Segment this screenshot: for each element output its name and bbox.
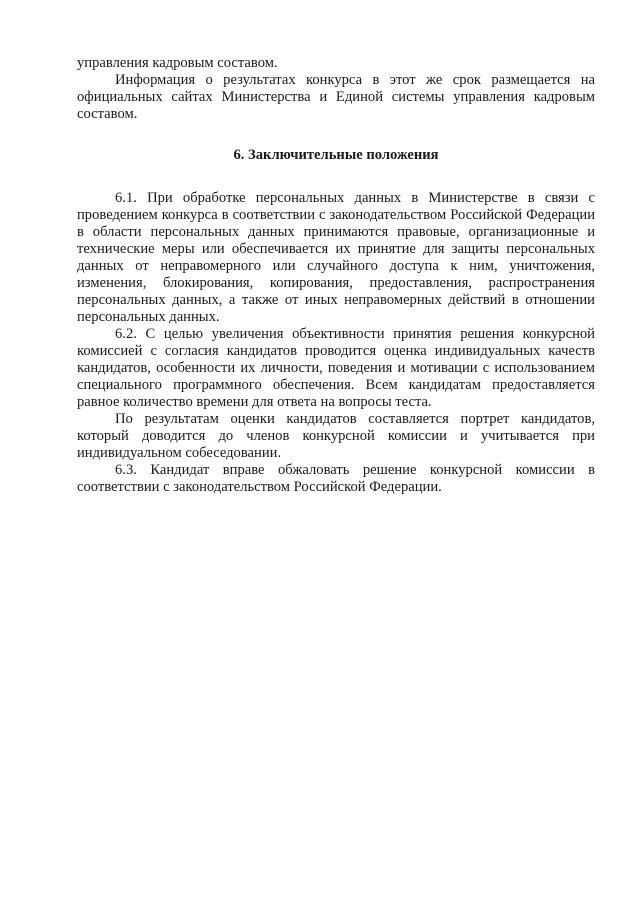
paragraph-6-1: 6.1. При обработке персональных данных в Министерстве в связи с проведением конкурса в соответствии с законодательством Российской Федерации в области персональных данных принимаются правовые, организационные и технические меры или обеспечивается их принятие для защиты персональных данных от неправомерного или случайного доступа к ним, уничтожения, изменения, блокирования, копирования, предоставления, распространения персональных данных, а также от иных неправомерных действий в отношении персональных данных.	[77, 190, 595, 325]
document-body	[77, 55, 595, 496]
paragraph-6-2-portrait: По результатам оценки кандидатов составляется портрет кандидатов, который доводится до членов конкурсной комиссии и учитывается при индивидуальном собеседовании.	[77, 411, 595, 461]
intro-paragraph-continuation: управления кадровым составом.	[77, 55, 278, 71]
section-title: 6. Заключительные положения	[233, 147, 439, 163]
intro-paragraph-results-info: Информация о результатах конкурса в этот же срок размещается на официальных сайтах Министерства и Единой системы управления кадровым составом.	[77, 72, 595, 122]
paragraph-6-3: 6.3. Кандидат вправе обжаловать решение конкурсной комиссии в соответствии с законодательством Российской Федерации.	[77, 462, 595, 495]
paragraph-6-2: 6.2. С целью увеличения объективности принятия решения конкурсной комиссией с согласия кандидатов проводится оценка индивидуальных качеств кандидатов, особенности их личности, поведения и мотивации с использованием специального программного обеспечения. Всем кандидатам предоставляется равное количество времени для ответа на вопросы теста.	[77, 326, 595, 410]
